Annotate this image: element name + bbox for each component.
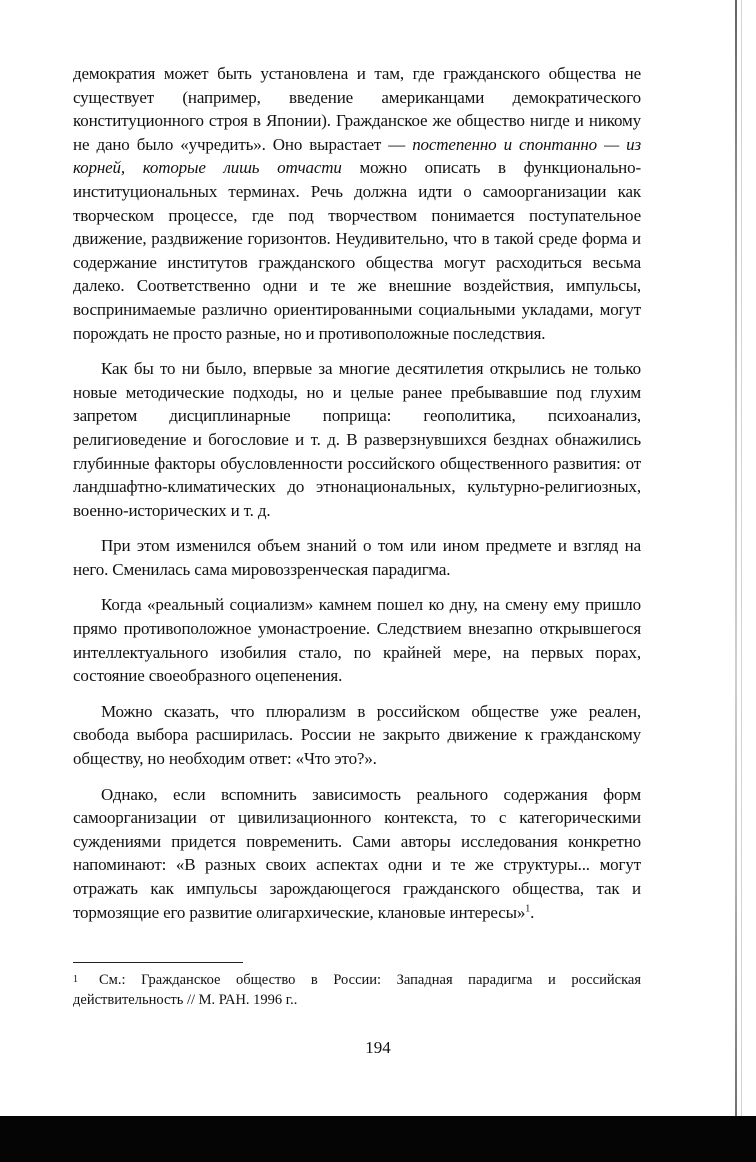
footnote-reference[interactable]: 1 (525, 902, 531, 914)
p6-end: . (530, 902, 535, 922)
paragraph-4 (73, 593, 641, 687)
p4-text: Когда «реальный социализм» камнем пошел ко дну, на смену ему пришло прямо противоположное умонастроение. Следствием внезапно открывшегося интеллектуального изобилия стало, по крайней мере, на первых порах, состояние своеобразного оцепенения. (73, 595, 641, 686)
p3-text: При этом изменился объем знаний о том или ином предмете и взгляд на него. Сменилась сама мировоззренческая парадигма. (73, 536, 641, 579)
p5-text: Можно сказать, что плюрализм в российском обществе уже реален, свобода выбора расширилась. России не закрыто движение к гражданскому обществу, но необходим ответ: «Что это?». (73, 701, 641, 769)
page-number: 194 (365, 1038, 391, 1057)
p2-text: Как бы то ни было, впервые за многие десятилетия открылись не только новые методические подходы, но и целые ранее пребывавшие под глухим запретом дисциплинарные поприща: геополитика, психоанализ, религиоведение и богословие и т. д. В разверзнувшихся безднах обнажились глубинные факторы обусловленности российского общественного развития: от ландшафтно-климатических до этнонациональных, культурно-религиозных, военно-исторических и т. д. (73, 359, 641, 520)
paragraph-6 (73, 783, 641, 925)
footnote-mark: 1 (73, 974, 78, 985)
paragraph-1 (73, 62, 641, 345)
p6-text: Однако, если вспомнить зависимость реального содержания форм самоорганизации от цивилизационного контекста, то с категорическими суждениями придется повременить. Сами авторы исследования конкретно напоминают: «В разных своих аспектах одни и те же структуры... могут отражать как импульсы зарождающегося гражданского общества, так и тормозящие его развитие олигархические, клановые интересы» (73, 784, 641, 922)
main-text (73, 62, 641, 936)
footnote-divider (73, 962, 243, 963)
footnote-text: См.: Гражданское общество в России: Западная парадигма и российская действительность // М. РАН. 1996 г.. (73, 972, 641, 1008)
paragraph-3 (73, 534, 641, 581)
p1-part-1: демократия может быть установлена и там, где гражданского общества не существует (например, введение американцами демократического конституционного строя в Японии). Гражданское же общество нигде и никому не дано было «учредить». Оно вырастает — (73, 64, 641, 154)
paragraph-2 (73, 357, 641, 522)
scan-bottom-border (0, 1116, 756, 1162)
footnote (73, 970, 641, 1010)
scan-edge-shadow (735, 0, 737, 1116)
paragraph-5 (73, 700, 641, 771)
scan-edge-line (741, 0, 742, 1116)
p1-part-3: можно описать в функционально-институциональных терминах. Речь должна идти о самоорганизации как творческом процессе, где под творчеством понимается поступательное движение, раздвижение горизонтов. Неудивительно, что в такой среде форма и содержание институтов гражданского общества могут расходиться весьма далеко. Соответственно одни и те же внешние воздействия, импульсы, воспринимаемые различно ориентированными социальными укладами, могут порождать не просто разные, но и противоположные последствия. (73, 158, 641, 343)
p1-italic-part: постепенно и спонтанно — из корней, которые лишь отчасти (73, 134, 642, 178)
